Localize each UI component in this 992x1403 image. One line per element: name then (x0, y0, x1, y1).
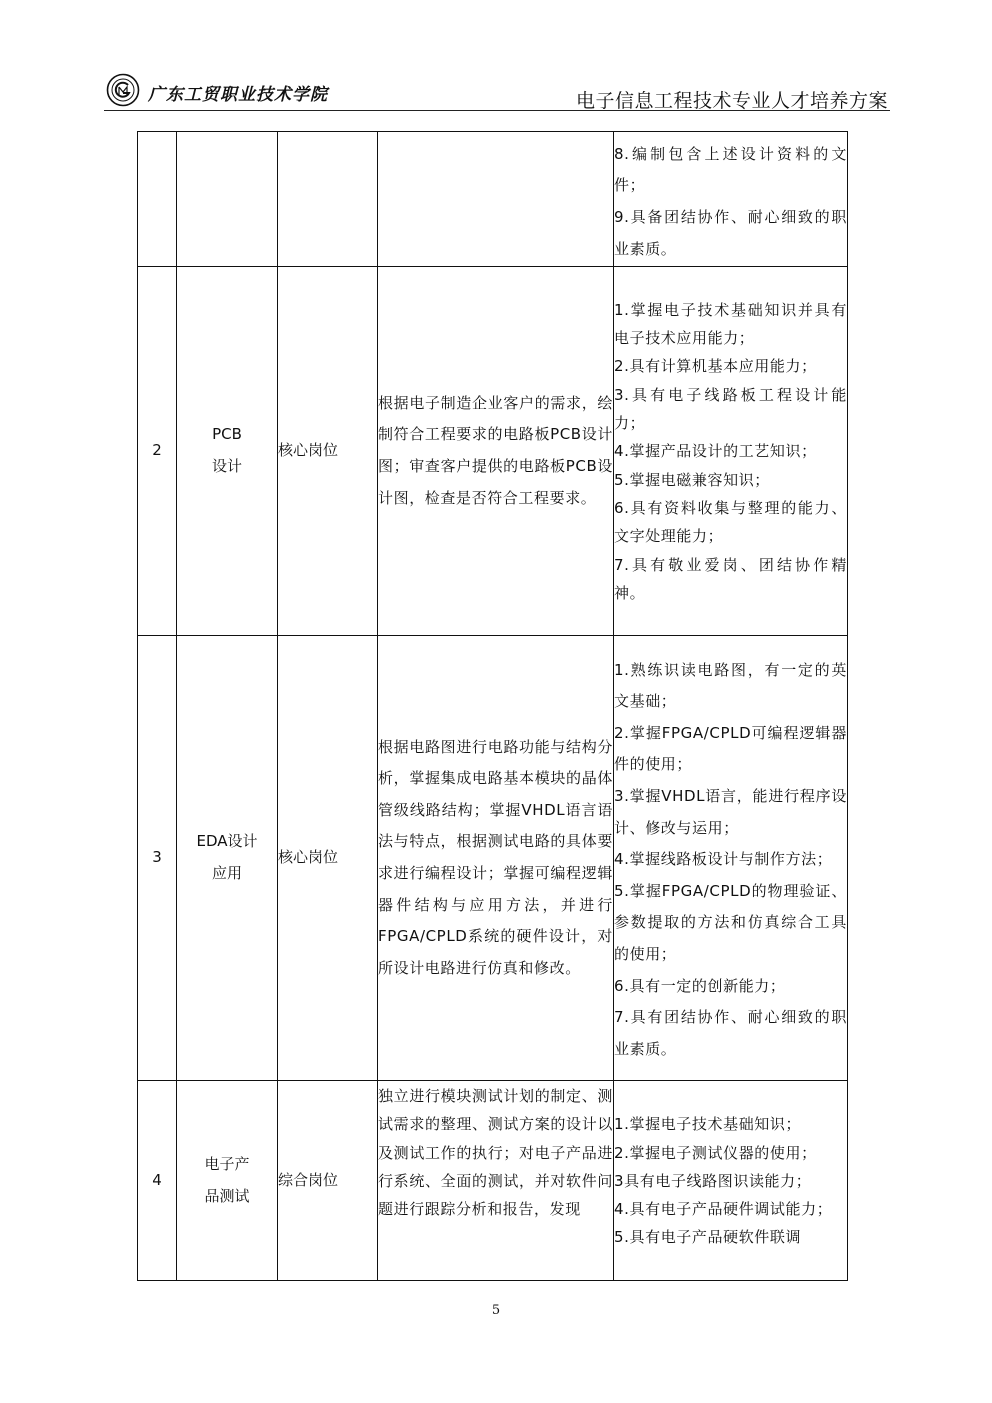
requirement-item: 3.具有电子线路板工程设计能力； (614, 385, 847, 433)
school-name: 广东工贸职业技术学院 (148, 85, 328, 105)
requirement-item: 4.具有电子产品硬件调试能力； (614, 1200, 833, 1219)
requirement-item: 6.具有资料收集与整理的能力、文字处理能力； (614, 498, 847, 546)
job-type-cell: 综合岗位 (278, 1081, 378, 1281)
requirement-item: 4.掌握线路板设计与制作方法； (614, 850, 833, 869)
requirement-item: 1.掌握电子技术基础知识； (614, 1115, 802, 1134)
requirements-cell (614, 1081, 848, 1281)
requirements-cell (614, 132, 848, 267)
requirement-item: 3具有电子线路图识读能力； (614, 1171, 812, 1190)
page-header (104, 70, 890, 111)
page-number: 5 (491, 1303, 501, 1318)
row-number-cell: 2 (138, 267, 177, 636)
job-name-line: EDA设计 (196, 832, 258, 851)
requirement-item: 1.掌握电子技术基础知识并具有电子技术应用能力； (614, 300, 847, 348)
requirement-item: 7.具有团结协作、耐心细致的职业素质。 (614, 1008, 847, 1058)
requirement-item: 4.掌握产品设计的工艺知识； (614, 442, 817, 461)
requirement-item: 8.编制包含上述设计资料的文件； (614, 144, 847, 195)
row-number-cell (138, 132, 177, 267)
document-title: 电子信息工程技术专业人才培养方案 (575, 90, 888, 112)
requirement-item: 7.具有敬业爱岗、团结协作精神。 (614, 555, 847, 602)
table-row (138, 132, 848, 267)
table-row (138, 267, 848, 636)
requirement-item: 9.具备团结协作、耐心细致的职业素质。 (614, 208, 847, 258)
requirement-item: 3.掌握VHDL语言，能进行程序设计、修改与运用； (614, 787, 847, 837)
requirement-item: 2.具有计算机基本应用能力； (614, 357, 817, 376)
job-type-cell: 核心岗位 (278, 636, 378, 1081)
requirement-item: 6.具有一定的创新能力； (614, 976, 786, 995)
row-number-cell: 3 (138, 636, 177, 1081)
job-description-cell: 根据电路图进行电路功能与结构分析，掌握集成电路基本模块的晶体管级线路结构；掌握VHDL语言语法与特点，根据测试电路的具体要求进行编程设计；掌握可编程逻辑器件结构与应用方法，并进行FPGA/CPLD系统的硬件设计，对所设计电路进行仿真和修改。 (378, 636, 614, 1081)
job-requirements-table (137, 131, 848, 1281)
requirements-cell (614, 636, 848, 1081)
job-description-cell (378, 132, 614, 267)
requirement-item: 5.具有电子产品硬软件联调 (614, 1228, 802, 1247)
job-type-cell: 核心岗位 (278, 267, 378, 636)
requirement-item: 1.熟练识读电路图，有一定的英文基础； (614, 660, 847, 711)
job-name-line: 品测试 (204, 1186, 250, 1205)
job-type-cell (278, 132, 378, 267)
row-number-cell: 4 (138, 1081, 177, 1281)
requirements-cell (614, 267, 848, 636)
requirement-item: 5.掌握FPGA/CPLD的物理验证、参数提取的方法和仿真综合工具的使用； (614, 881, 847, 963)
job-name-line: 电子产 (204, 1154, 250, 1173)
job-description-cell: 独立进行模块测试计划的制定、测试需求的整理、测试方案的设计以及测试工作的执行；对电子产品进行系统、全面的测试，并对软件问题进行跟踪分析和报告，发现 (378, 1081, 614, 1281)
table-row (138, 1081, 848, 1281)
requirement-item: 2.掌握电子测试仪器的使用； (614, 1143, 817, 1162)
requirement-item: 5.掌握电磁兼容知识； (614, 470, 770, 489)
job-name-line: 应用 (211, 864, 242, 882)
job-name-cell (177, 1081, 278, 1281)
requirement-item: 2.掌握FPGA/CPLD可编程逻辑器件的使用； (614, 723, 847, 774)
job-name-line: PCB (212, 425, 242, 444)
job-description-cell: 根据电子制造企业客户的需求，绘制符合工程要求的电路板PCB设计图；审查客户提供的电路板PCB设计图，检查是否符合工程要求。 (378, 267, 614, 636)
job-name-cell (177, 636, 278, 1081)
job-name-cell (177, 267, 278, 636)
job-name-line: 设计 (211, 457, 242, 475)
job-name-cell (177, 132, 278, 267)
table-row (138, 636, 848, 1081)
school-logo-icon (106, 73, 140, 107)
